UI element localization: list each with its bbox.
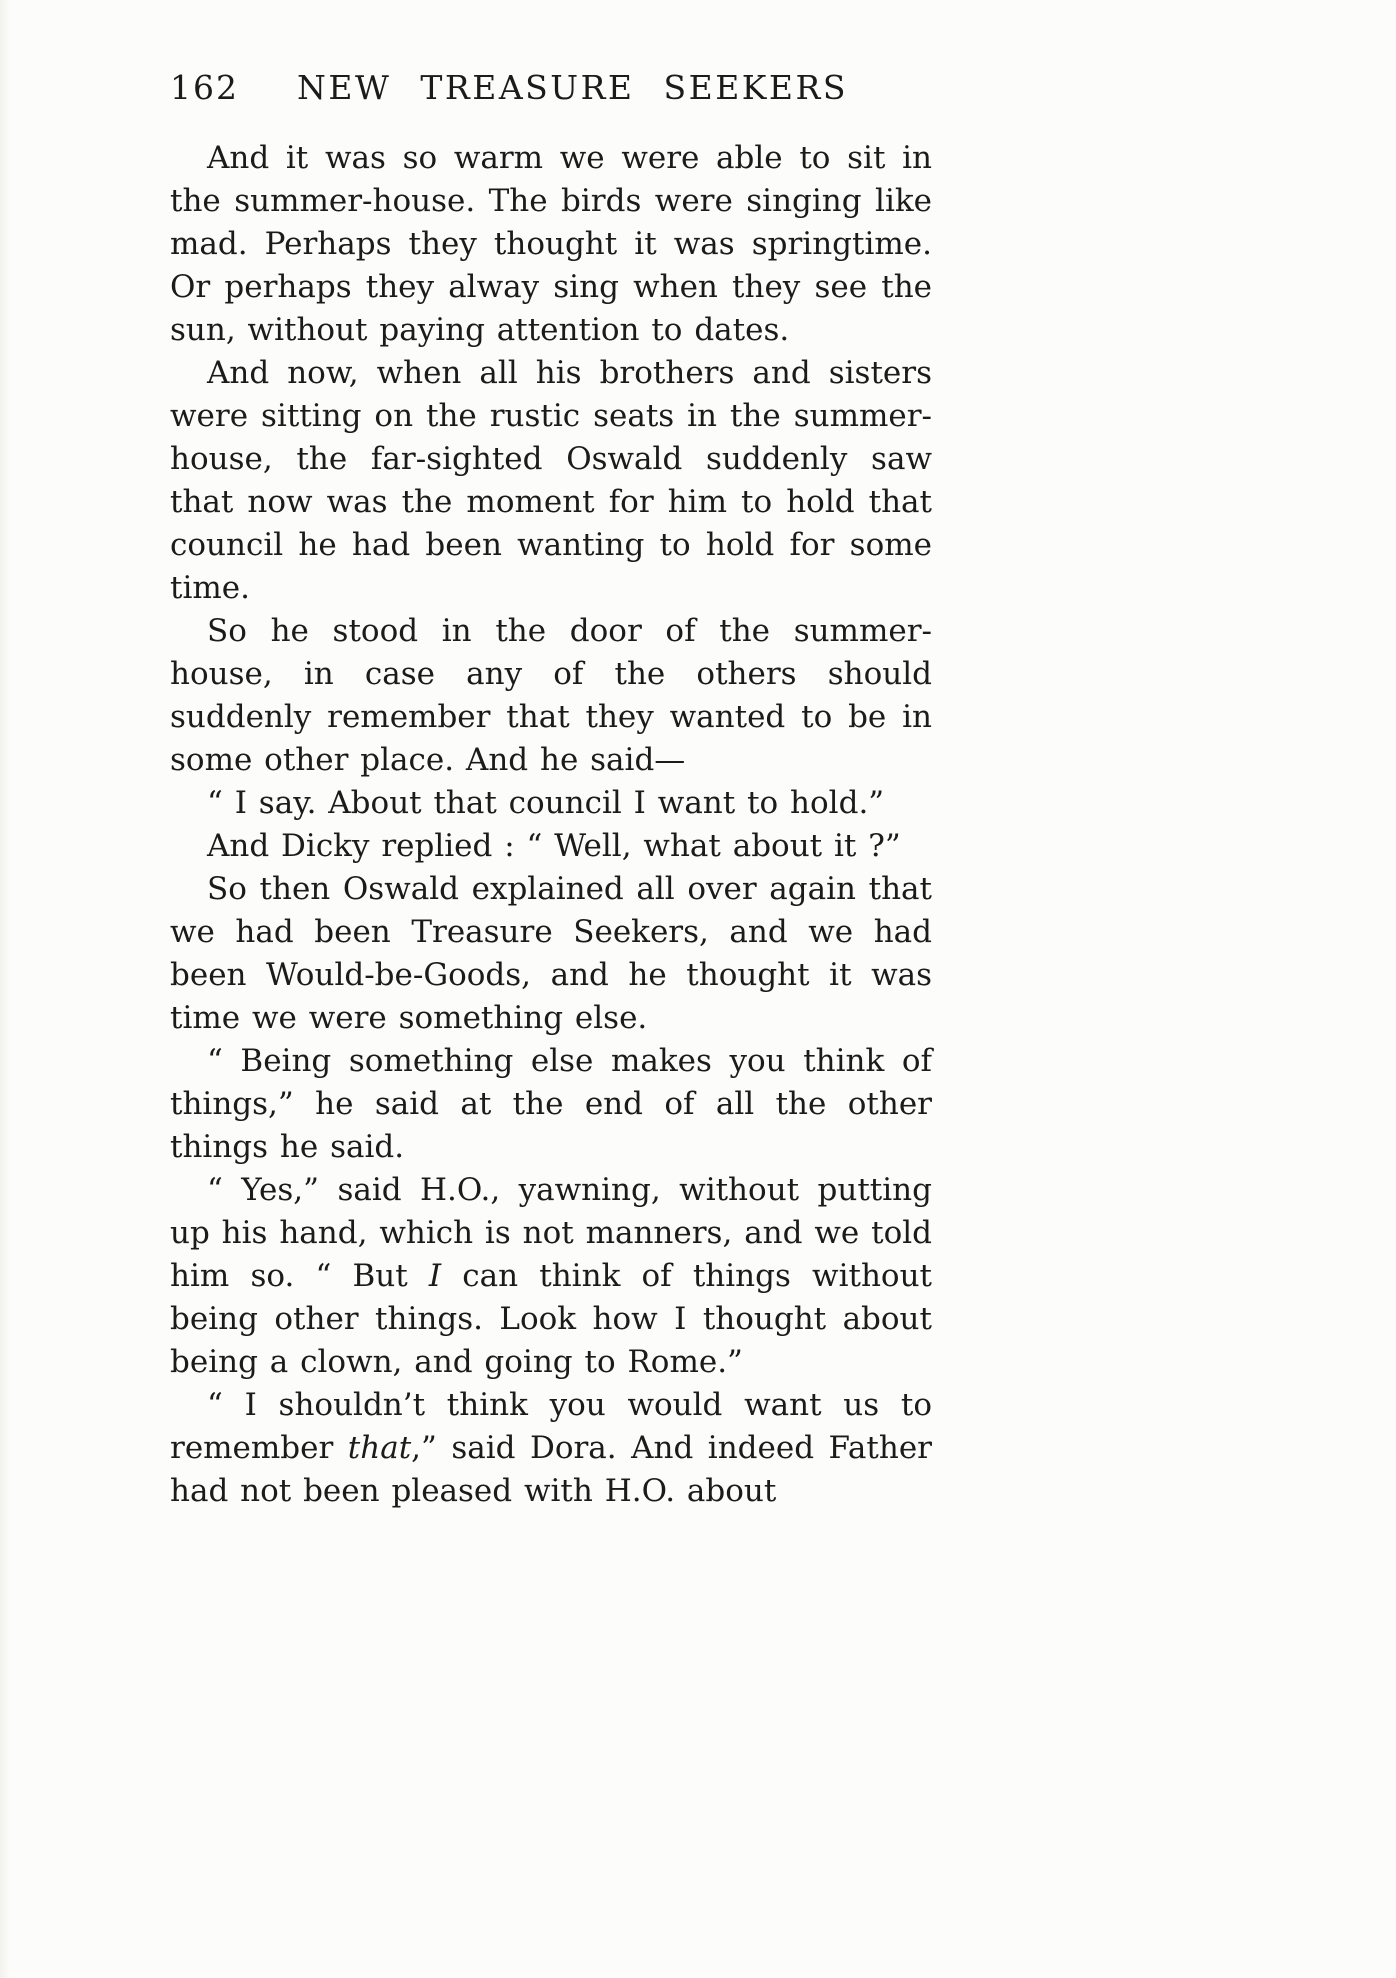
text-segment: ,” said Dora. And indeed Father had not been pleased with H.O. about xyxy=(170,1430,932,1509)
text-segment: “ I say. About that council I want to hold.” xyxy=(207,785,885,821)
paragraph xyxy=(170,1040,932,1169)
running-title: NEW TREASURE SEEKERS xyxy=(297,68,848,107)
page-number: 162 xyxy=(170,68,239,107)
text-segment: And Dicky replied : “ Well, what about it ?” xyxy=(207,828,901,864)
text-segment: And now, when all his brothers and sisters were sitting on the rustic seats in the summer-house, the far-sighted Oswald suddenly saw that now was the moment for him to hold that council he had been wanting to hold for some time. xyxy=(170,355,932,606)
text-segment: “ I shouldn’t think you would want us to remember xyxy=(170,1387,932,1466)
paragraph xyxy=(170,352,932,610)
page-body xyxy=(170,137,932,1513)
text-segment: So he stood in the door of the summer-house, in case any of the others should suddenly remember that they wanted to be in some other place. And he said— xyxy=(170,613,932,778)
page-header xyxy=(170,68,932,107)
paragraph xyxy=(170,1169,932,1384)
text-segment: And it was so warm we were able to sit in the summer-house. The birds were singing like mad. Perhaps they thought it was springtime. Or perhaps they alway sing when they see the sun, without paying attention to dates. xyxy=(170,140,932,348)
paragraph xyxy=(170,1384,932,1513)
italic-text: that xyxy=(347,1430,412,1466)
paragraph xyxy=(170,868,932,1040)
text-segment: can think of things without being other things. Look how I thought about being a clown, and going to Rome.” xyxy=(170,1258,932,1380)
paragraph xyxy=(170,610,932,782)
text-segment: So then Oswald explained all over again that we had been Treasure Seekers, and we had been Would-be-Goods, and he thought it was time we were something else. xyxy=(170,871,932,1036)
text-segment: “ Being something else makes you think of things,” he said at the end of all the other things he said. xyxy=(170,1043,932,1165)
italic-text: I xyxy=(428,1258,442,1294)
paragraph xyxy=(170,782,932,825)
paragraph xyxy=(170,137,932,352)
text-segment: “ Yes,” said H.O., yawning, without putting up his hand, which is not manners, and we told him so. “ But xyxy=(170,1172,932,1294)
paragraph xyxy=(170,825,932,868)
